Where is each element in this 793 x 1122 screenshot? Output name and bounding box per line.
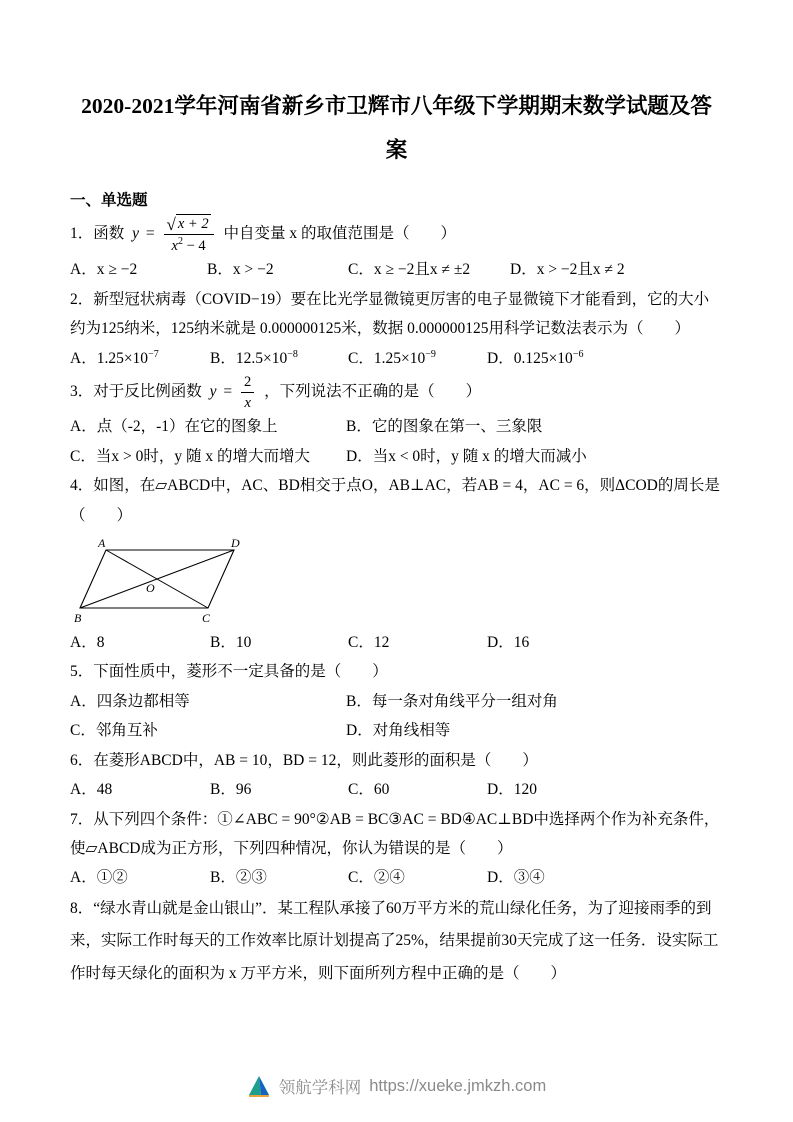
formula-lhs: y — [132, 225, 140, 243]
fraction-denominator: x — [244, 395, 251, 412]
question-4 — [70, 471, 723, 657]
exponent: −6 — [572, 348, 584, 360]
question-2-stem: 2．新型冠状病毒（COVID−19）要在比光学显微镜更厉害的电子显微镜下才能看到，它的大小约为125纳米，125纳米就是 0.000000125米，数据 0.000000125用科学记数法表示为（ ） — [70, 290, 710, 338]
question-5-option-a: A．四条边都相等 — [70, 692, 190, 710]
center-label-o: O — [146, 580, 155, 595]
footer-site-name: 领航学科网 — [278, 1079, 362, 1097]
question-1-option-b: B．x > −2 — [207, 261, 274, 279]
question-6-stem: 6．在菱形ABCD中，AB = 10，BD = 12，则此菱形的面积是（ ） — [70, 751, 538, 769]
question-5-option-d: D．对角线相等 — [346, 722, 451, 740]
question-3-option-d: D．当x < 0时，y 随 x 的增大而减小 — [346, 447, 587, 465]
question-3-option-c: C．当x > 0时，y 随 x 的增大而增大 — [70, 447, 310, 465]
question-4-options — [70, 628, 723, 657]
exponent: −8 — [287, 348, 298, 360]
vertex-label-d: D — [231, 535, 240, 550]
question-1-stem-post: 中自变量 x 的取值范围是（ ） — [223, 225, 456, 243]
question-6 — [70, 746, 723, 805]
exponent: −9 — [425, 348, 436, 360]
question-7-option-d: D．③④ — [487, 869, 545, 887]
question-3-option-a: A．点（-2，-1）在它的图象上 — [70, 418, 278, 436]
fraction-numerator — [164, 214, 214, 235]
question-5-option-c: C．邻角互补 — [70, 722, 158, 740]
fraction-denominator: $x^2 - 4$ — [171, 236, 206, 255]
question-4-figure-wrap — [74, 536, 723, 628]
question-2-option-c: C．$1.25\times 10^{-9}$ — [348, 348, 436, 367]
exponent: −7 — [148, 348, 159, 360]
parallelogram-figure — [74, 536, 264, 628]
formula-equals: = — [223, 383, 233, 401]
question-7-option-c: C．②④ — [348, 869, 405, 887]
page-title-line-2: 案 — [385, 138, 408, 163]
xueke-logo-icon — [247, 1074, 271, 1098]
question-7-stem: 7．从下列四个条件：①∠ABC = 90°②AB = BC③AC = BD④AC⊥BD中选择两个作为补充条件，使▱ABCD成为正方形，下列四种情况，你认为错误的是（ ） — [70, 810, 720, 858]
question-4-option-c: C．12 — [348, 633, 390, 651]
question-3-options — [70, 412, 723, 471]
question-5-option-b: B．每一条对角线平分一组对角 — [346, 692, 558, 710]
question-1-stem-pre: 1．函数 — [70, 225, 125, 243]
question-7-option-b: B．②③ — [210, 869, 267, 887]
question-5-options — [70, 687, 723, 746]
question-4-option-b: B．10 — [210, 633, 252, 651]
question-7 — [70, 805, 723, 893]
question-2 — [70, 285, 723, 373]
question-5 — [70, 657, 723, 745]
radical-sign: √ — [166, 215, 176, 235]
fraction-numerator: 2 — [241, 373, 254, 393]
formula-lhs: y — [209, 383, 217, 401]
question-3-stem-post: ，下列说法不正确的是（ ） — [264, 383, 482, 401]
question-1-options — [70, 255, 723, 284]
question-6-option-a: A．48 — [70, 781, 113, 799]
question-2-options — [70, 344, 723, 373]
page-title-line-1: 2020-2021学年河南省新乡市卫辉市八年级下学期期末数学试题及答 — [81, 94, 712, 118]
question-6-option-d: D．120 — [487, 781, 537, 799]
question-7-options — [70, 863, 723, 892]
question-4-option-d: D．16 — [487, 633, 530, 651]
question-7-option-a: A．①② — [70, 869, 128, 887]
formula-fraction — [164, 214, 214, 255]
question-6-options — [70, 775, 723, 804]
question-1 — [70, 214, 723, 285]
question-2-option-d: D．$0.125\times 10^{-6}$ — [487, 348, 584, 367]
vertex-label-a: A — [98, 535, 106, 550]
vertex-label-b: B — [74, 610, 82, 625]
question-1-option-a: A．x ≥ −2 — [70, 261, 138, 279]
question-3 — [70, 373, 723, 471]
question-3-option-b: B．它的图象在第一、三象限 — [346, 418, 543, 436]
question-4-option-a: A．8 — [70, 633, 105, 651]
exponent: 2 — [177, 236, 183, 248]
radical-argument: x + 2 — [177, 216, 209, 233]
question-1-option-c: C．x ≥ −2且x ≠ ±2 — [348, 261, 471, 279]
question-8 — [70, 893, 723, 991]
question-8-stem: 8．“绿水青山就是金山银山”．某工程队承接了60万平方米的荒山绿化任务，为了迎接雨季的到来，实际工作时每天的工作效率比原计划提高了25%，结果提前30天完成了这一任务．设实际工作时每天绿化的面积为 x 万平方米，则下面所列方程中正确的是（ ） — [70, 899, 719, 982]
question-3-stem — [70, 373, 723, 412]
question-6-option-c: C．60 — [348, 781, 390, 799]
footer-site-url: https://xueke.jmkzh.com — [369, 1076, 547, 1095]
question-3-formula — [209, 373, 261, 412]
question-3-stem-pre: 3．对于反比例函数 — [70, 383, 202, 401]
section-heading: 一、单选题 — [70, 192, 148, 210]
question-6-option-b: B．96 — [210, 781, 252, 799]
formula-equals: = — [145, 225, 155, 243]
question-4-stem: 4．如图，在▱ABCD中，AC、BD相交于点O，AB⊥AC，若AB = 4，AC = 6，则ΔCOD的周长是（ ） — [70, 477, 720, 524]
question-1-option-d: D．x > −2且x ≠ 2 — [510, 261, 625, 279]
page-title — [70, 84, 723, 172]
footer-watermark-link[interactable] — [0, 1074, 793, 1098]
question-2-option-b: B．$12.5\times 10^{-8}$ — [210, 348, 298, 367]
question-5-stem: 5．下面性质中，菱形不一定具备的是（ ） — [70, 663, 388, 681]
vertex-label-c: C — [202, 610, 211, 625]
question-2-option-a: A．$1.25\times 10^{-7}$ — [70, 348, 159, 367]
diagonal-bd — [80, 550, 234, 608]
question-1-formula — [132, 215, 219, 255]
question-1-stem — [70, 214, 723, 255]
formula-fraction — [241, 373, 254, 412]
